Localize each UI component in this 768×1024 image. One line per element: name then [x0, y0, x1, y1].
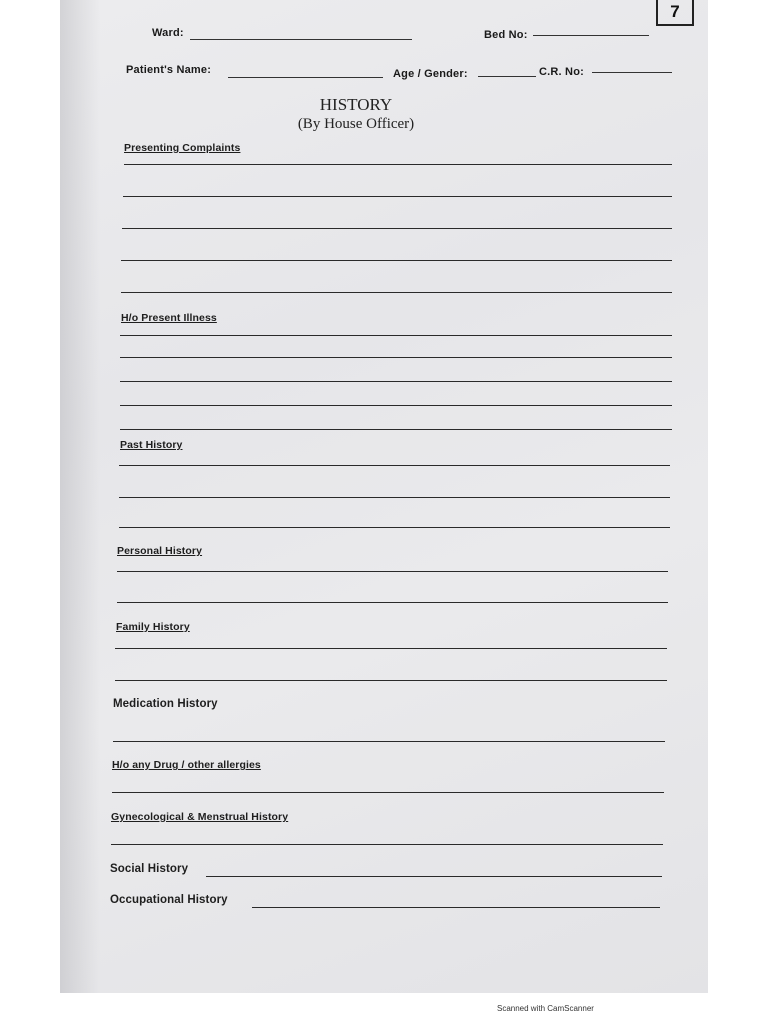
occupational-history-line-1[interactable]	[252, 907, 660, 908]
gynecological-history-line-1[interactable]	[111, 844, 663, 845]
presenting-complaints-line-4[interactable]	[121, 260, 672, 261]
page-subtitle: (By House Officer)	[297, 116, 415, 132]
bed-field[interactable]	[533, 35, 649, 36]
present-illness-line-5[interactable]	[120, 429, 672, 430]
present-illness-line-3[interactable]	[120, 381, 672, 382]
patient-name-label: Patient's Name:	[126, 64, 212, 76]
past-history-line-2[interactable]	[119, 497, 670, 498]
page-shadow	[60, 0, 100, 993]
form-page	[60, 0, 708, 993]
cr-label: C.R. No:	[539, 66, 584, 78]
medication-history-line-1[interactable]	[113, 741, 665, 742]
presenting-complaints-label: Presenting Complaints	[124, 142, 241, 154]
scanner-watermark: Scanned with CamScanner	[497, 1004, 594, 1013]
present-illness-line-2[interactable]	[120, 357, 672, 358]
family-history-label: Family History	[116, 621, 190, 633]
social-history-line-1[interactable]	[206, 876, 662, 877]
presenting-complaints-line-3[interactable]	[122, 228, 672, 229]
ward-field[interactable]	[190, 39, 412, 40]
past-history-line-3[interactable]	[119, 527, 670, 528]
age-gender-field[interactable]	[478, 76, 536, 77]
personal-history-line-2[interactable]	[117, 602, 668, 603]
family-history-line-2[interactable]	[115, 680, 667, 681]
present-illness-label: H/o Present Illness	[121, 312, 217, 324]
presenting-complaints-line-5[interactable]	[121, 292, 672, 293]
occupational-history-label: Occupational History	[110, 894, 228, 906]
patient-name-field[interactable]	[228, 77, 383, 78]
page-number-box: 7	[656, 0, 694, 26]
present-illness-line-1[interactable]	[120, 335, 672, 336]
personal-history-line-1[interactable]	[117, 571, 668, 572]
drug-allergies-label: H/o any Drug / other allergies	[112, 759, 261, 771]
cr-field[interactable]	[592, 72, 672, 73]
past-history-label: Past History	[120, 439, 183, 451]
age-gender-label: Age / Gender:	[393, 68, 468, 80]
bed-label: Bed No:	[484, 29, 528, 41]
medication-history-label: Medication History	[113, 698, 218, 710]
ward-label: Ward:	[152, 27, 184, 39]
gynecological-history-label: Gynecological & Menstrual History	[111, 811, 289, 823]
presenting-complaints-line-1[interactable]	[124, 164, 672, 165]
social-history-label: Social History	[110, 863, 189, 875]
family-history-line-1[interactable]	[115, 648, 667, 649]
page-title: HISTORY	[319, 95, 393, 114]
presenting-complaints-line-2[interactable]	[123, 196, 672, 197]
past-history-line-1[interactable]	[119, 465, 670, 466]
personal-history-label: Personal History	[117, 545, 203, 557]
drug-allergies-line-1[interactable]	[112, 792, 664, 793]
present-illness-line-4[interactable]	[120, 405, 672, 406]
